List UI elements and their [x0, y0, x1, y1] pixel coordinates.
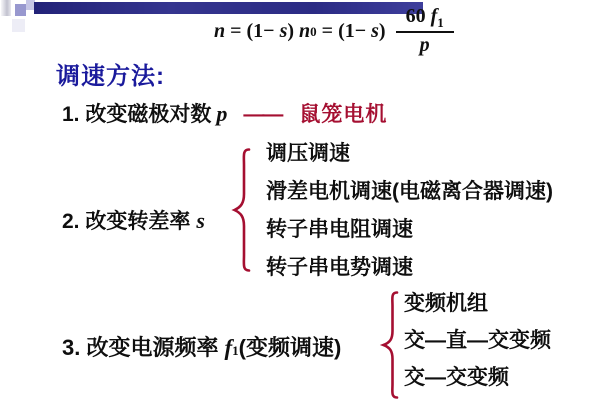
method-3-variable: f — [224, 335, 233, 360]
deco-square-purple — [15, 4, 26, 16]
formula-fraction — [396, 5, 454, 57]
page-title: 调速方法: — [56, 63, 165, 90]
left-brace-icon — [378, 290, 400, 400]
list-item: 转子串电势调速 — [266, 256, 413, 279]
list-item: 调压调速 — [266, 142, 350, 165]
method-3-label: 3. 改变电源频率 — [62, 335, 219, 360]
formula-var-n: n — [214, 19, 226, 42]
deco-square-gradient — [1, 0, 11, 16]
method-3-label-row — [62, 331, 341, 362]
list-item: 变频机组 — [404, 292, 488, 315]
method-2-item-list — [266, 143, 553, 279]
formula-sub-0: 0 — [310, 23, 317, 39]
method-1-result: 鼠笼电机 — [299, 103, 388, 126]
list-item: 交—交变频 — [404, 366, 509, 389]
method-1-dash: —— — [243, 103, 282, 126]
list-item: 滑差电机调速(电磁离合器调速) — [266, 180, 553, 203]
method-3-item-list — [404, 293, 551, 389]
list-item: 转子串电阻调速 — [266, 218, 413, 241]
method-3-label-suffix: (变频调速) — [238, 335, 342, 360]
method-2-variable: s — [196, 208, 205, 233]
deco-square-faint — [12, 19, 25, 32]
left-brace-icon — [228, 147, 252, 273]
formula-close2: ) — [378, 19, 386, 42]
formula-var-s1: s — [279, 19, 288, 42]
fraction-numerator: 60 $f_1$ — [396, 5, 454, 33]
method-1-label: 1. 改变磁极对数 — [62, 103, 212, 126]
method-1-row — [62, 98, 387, 128]
formula-var-n0: n — [299, 19, 311, 42]
method-2-label: 2. 改变转差率 — [62, 210, 191, 233]
formula-var-s2: s — [371, 19, 379, 42]
formula-close1: ) — [287, 19, 300, 42]
formula-eq2: = (1− — [316, 19, 372, 42]
method-2-label-row — [62, 205, 205, 235]
list-item: 交—直—交变频 — [404, 329, 551, 352]
formula-eq1: = (1− — [225, 19, 280, 42]
fraction-denominator: p — [419, 34, 430, 56]
method-3-variable-sub: 1 — [232, 343, 239, 358]
speed-formula — [214, 4, 454, 58]
method-1-variable: p — [216, 101, 228, 126]
